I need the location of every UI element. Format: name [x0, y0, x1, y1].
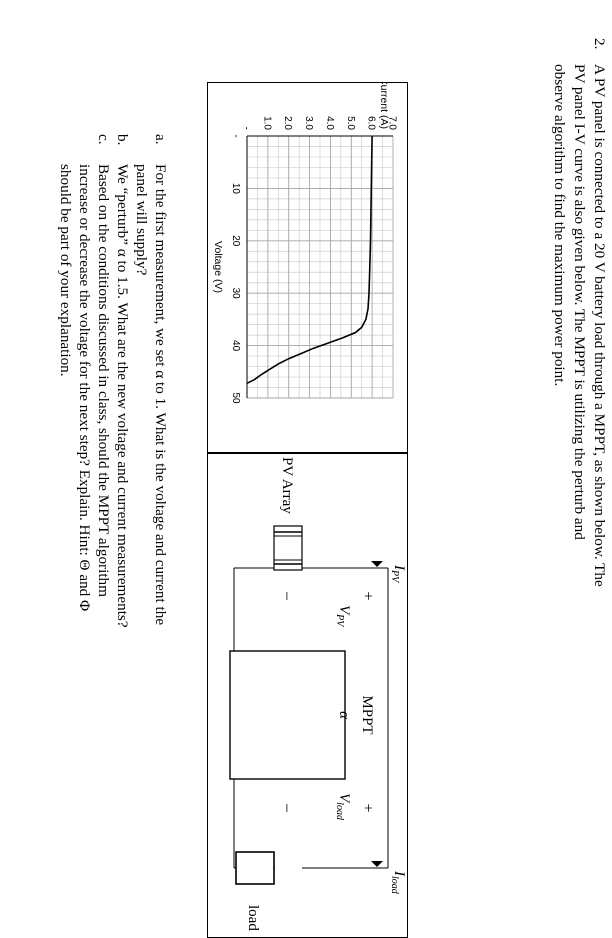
ipv-label-sub: PV — [389, 570, 400, 583]
iload-label-sub: load — [389, 876, 400, 894]
vpv-minus: – — [279, 592, 296, 600]
y-tick-label: 7.0 — [386, 116, 398, 130]
vpv-label-main: V — [336, 605, 352, 615]
iv-chart — [208, 83, 407, 453]
y-tick-label: 5.0 — [344, 116, 356, 130]
x-tick-label: 30 — [230, 287, 241, 299]
mppt-alpha: α — [336, 711, 352, 719]
y-tick-label: 6.0 — [365, 116, 377, 130]
chart-ylabel: Current (A) — [378, 83, 390, 129]
pv-array-label: PV Array — [279, 457, 295, 514]
subq-c-letter: c. — [95, 134, 112, 145]
ipv-label-main: I — [391, 565, 407, 570]
mppt-label: MPPT — [359, 695, 375, 735]
subq-c-line-1: Based on the conditions discussed in class, should the MPPT algorithm — [95, 164, 112, 597]
iload-label-main: I — [391, 871, 407, 876]
y-tick-label: 3.0 — [303, 116, 315, 130]
iv-chart-frame — [207, 82, 408, 454]
load-label: load — [245, 905, 261, 931]
x-tick-label: 10 — [230, 182, 241, 194]
subq-b-letter: b. — [114, 134, 131, 146]
mppt-box — [230, 651, 345, 779]
vload-label-sub: load — [334, 802, 345, 820]
vload-label — [334, 793, 352, 821]
x-tick-label: 50 — [230, 392, 241, 404]
y-tick-label: 1.0 — [261, 116, 273, 130]
subq-a-letter: a. — [152, 134, 169, 145]
y-tick-label: 2.0 — [282, 116, 294, 130]
question-number: 2. — [591, 38, 608, 50]
subq-a-line-1: For the first measurement, we set α to 1. What is the voltage and current the — [152, 164, 169, 626]
load-resistor — [236, 852, 274, 884]
vload-minus: – — [279, 804, 296, 812]
chart-xlabel: Voltage (V) — [212, 241, 224, 293]
vload-plus: + — [359, 803, 376, 813]
mppt-circuit — [208, 453, 407, 937]
vpv-label-sub: PV — [334, 614, 345, 627]
subq-b-line-1: We “perturb” α to 1.5. What are the new voltage and current measurements? — [114, 164, 131, 628]
vload-label-main: V — [336, 793, 352, 803]
subq-a-line-2: panel will supply? — [133, 164, 150, 276]
x-tick-label-zero: - — [230, 134, 241, 138]
x-tick-label: 20 — [230, 235, 241, 247]
circuit-frame — [207, 452, 408, 938]
y-tick-label-zero: - — [240, 126, 252, 130]
subq-c-line-3: should be part of your explanation. — [57, 164, 74, 377]
question-line-2: PV panel I-V curve is also given below. The MPPT is utilizing the perturb and — [571, 64, 588, 540]
ipv-arrow-icon — [371, 561, 383, 567]
ipv-label — [389, 564, 407, 584]
iload-label — [389, 870, 407, 895]
question-line-3: observe algorithm to find the maximum power point. — [551, 64, 568, 387]
subq-c-line-2: increase or decrease the voltage for the next step? Explain. Hint: Θ and Φ — [76, 164, 93, 612]
vpv-label — [334, 605, 352, 628]
question-line-1: A PV panel is connected to a 20 V battery load through a MPPT, as shown below. The — [591, 64, 608, 587]
x-tick-label: 40 — [230, 340, 241, 352]
pv-array-symbol — [274, 526, 302, 570]
y-tick-label: 4.0 — [323, 116, 335, 130]
iload-arrow-icon — [371, 861, 383, 867]
vpv-plus: + — [359, 591, 376, 601]
